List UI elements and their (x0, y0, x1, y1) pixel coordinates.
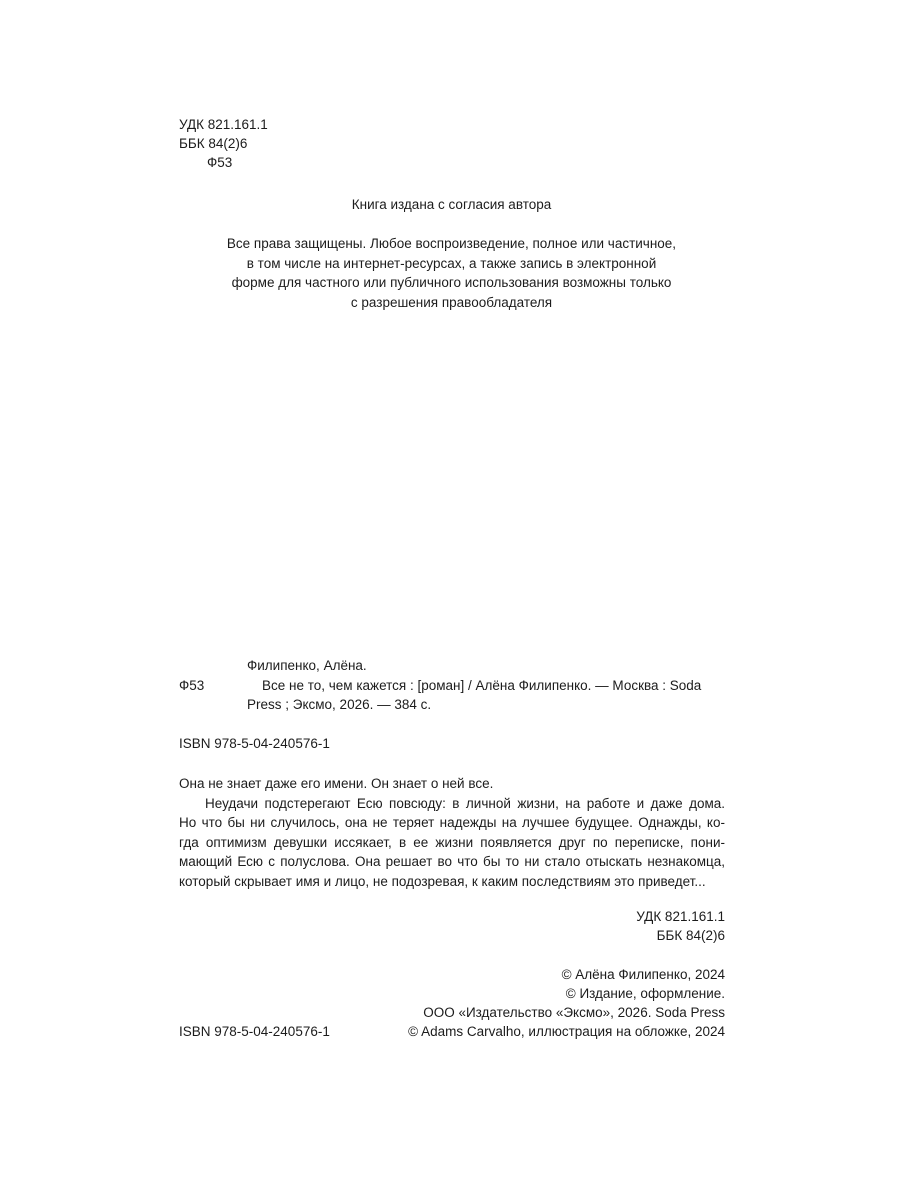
bbk-code: ББК 84(2)6 (179, 136, 248, 151)
rights-line: Все права защищены. Любое воспроизведение, полное или частичное, (226, 236, 677, 251)
annotation (179, 774, 725, 891)
annotation-line: который скрывает имя и лицо, не подозревая, к каким последствиям это приведет... (179, 873, 706, 889)
annotation-line: Но что бы ни случилось, она не теряет надежды на лучшее будущее. Однажды, ко- (179, 815, 725, 830)
udk-code: УДК 821.161.1 (179, 117, 268, 132)
rights-line: с разрешения правообладателя (350, 294, 553, 310)
isbn-footer: ISBN 978-5-04-240576-1 (179, 1024, 330, 1039)
annotation-line: Неудачи подстерегают Есю повсюду: в личной жизни, на работе и даже дома. (205, 795, 725, 811)
rights-notice (0, 234, 900, 312)
copyright-illustration: © Adams Carvalho, иллюстрация на обложке, 2024 (408, 1024, 725, 1039)
consent-note: Книга издана с согласия автора (351, 197, 552, 212)
record-author-mark: Ф53 (179, 678, 205, 693)
record-author: Филипенко, Алёна. (247, 658, 367, 673)
annotation-line: гда оптимизм девушки иссякает, в ее жизни появляется друг по переписке, пони- (179, 834, 725, 850)
rights-line: в том числе на интернет-ресурсах, а также запись в электронной (246, 255, 657, 271)
record-isbn: ISBN 978-5-04-240576-1 (179, 736, 330, 751)
record-title-line: Все не то, чем кажется : [роман] / Алёна Филипенко. — Москва : Soda (262, 678, 702, 693)
copyright-author: © Алёна Филипенко, 2024 (561, 967, 725, 982)
author-mark: Ф53 (207, 155, 233, 170)
rights-line: форме для частного или публичного использования возможны только (231, 275, 672, 290)
annotation-lead: Она не знает даже его имени. Он знает о ней все. (179, 776, 494, 791)
annotation-line: мающий Есю с полуслова. Она решает во что бы то ни стало отыскать незнакомца, (179, 854, 725, 869)
copyright-publisher: ООО «Издательство «Эксмо», 2026. Soda Press (423, 1005, 725, 1020)
bbk-code-footer: ББК 84(2)6 (656, 928, 725, 943)
copyright-edition: © Издание, оформление. (565, 986, 725, 1001)
record-title-line: Press ; Эксмо, 2026. — 384 с. (247, 697, 432, 712)
udk-code-footer: УДК 821.161.1 (636, 909, 725, 924)
